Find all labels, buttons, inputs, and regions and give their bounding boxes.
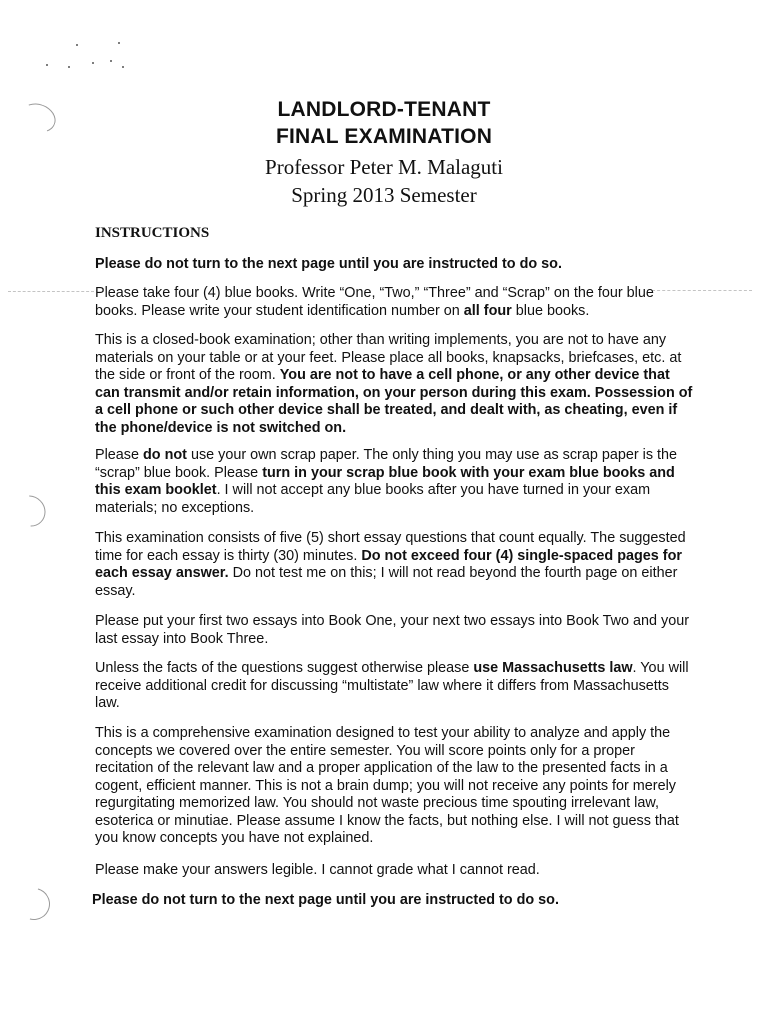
semester: Spring 2013 Semester [291,183,477,207]
professor-name: Professor Peter M. Malaguti [265,155,503,179]
exam-title-line2: FINAL EXAMINATION [275,125,493,148]
exam-title-line1: LANDLORD-TENANT [277,98,491,121]
punch-hole-mark [8,489,52,533]
paragraph-blue-books: Please take four (4) blue books. Write “One, “Two,” “Three” and “Scrap” on the four blue books. Please write your student identification number on all four blue books. [95,285,654,319]
paragraph-legibility: Please make your answers legible. I cannot grade what I cannot read. [95,862,540,878]
paragraph-governing-law: Unless the facts of the questions suggest otherwise please use Massachusetts law. You will receive additional credit for discussing “multistate” law where it differs from Massachusetts law. [95,660,689,711]
instructions-heading: INSTRUCTIONS [95,225,210,241]
scan-specks [40,40,140,80]
paragraph-comprehensive-exam: This is a comprehensive examination designed to test your ability to analyze and apply the concepts we covered over the entire semester. You will score points only for a proper recitation of the relevant law and a proper application of the law to the presented facts in a cogent, efficient manner. This is not a brain dump; you will not receive any points for merely regurgitating memorized law. You should not waste precious time spouting irrelevant law, esoterica or minutiae. Please assume I know the facts, but nothing else. I will not guess that you know concepts you have not explained. [95,725,679,846]
paragraph-essay-count: This examination consists of five (5) short essay questions that count equally. The suggested time for each essay is thirty (30) minutes. Do not exceed four (4) single-spaced pages for each essay answer. Do not test me on this; I will not read beyond the fourth page on either essay. [95,530,686,599]
notice-top: Please do not turn to the next page until you are instructed to do so. [95,256,562,272]
paragraph-scrap-paper: Please do not use your own scrap paper. The only thing you may use as scrap paper is the “scrap” blue book. Please turn in your scrap blue book with your exam blue books and this exam booklet. I will not accept any blue books after you have turned in your exam materials; no exceptions. [95,447,678,516]
notice-bottom: Please do not turn to the next page until you are instructed to do so. [92,892,559,908]
punch-hole-mark [12,882,56,926]
paragraph-book-assignment: Please put your first two essays into Book One, your next two essays into Book Two and your last essay into Book Three. [95,613,690,647]
scan-line [8,291,94,292]
paragraph-closed-book: This is a closed-book examination; other than writing implements, you are not to have any materials on your table or at your feet. Please place all books, knapsacks, briefcases, etc. at the side or front of the room. You are not to have a cell phone, or any other device that can transmit and/or retain information, on your person during this exam. Possession of a cell phone or such other device shall be treated, and dealt with, as cheating, even if the phone/device is not switched on. [95,332,693,436]
